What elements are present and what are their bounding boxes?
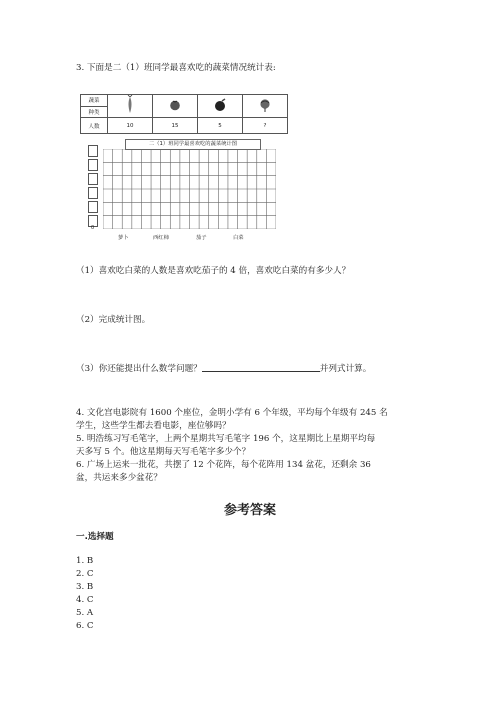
count-cabbage: ?: [243, 118, 288, 134]
x-label-cabbage: 白菜: [233, 235, 244, 241]
table-header-count: 人数: [81, 118, 108, 134]
answer-item: 5. A: [76, 608, 94, 618]
chart-grid: [103, 149, 276, 229]
radish-cell: [108, 95, 153, 118]
y-axis-tick-box[interactable]: [88, 173, 98, 185]
tomato-cell: [153, 95, 198, 118]
y-axis-origin-label: 0: [91, 225, 95, 231]
table-header-kind: 种类: [81, 106, 108, 118]
cabbage-cell: [243, 95, 288, 118]
answer-blank[interactable]: [202, 362, 320, 372]
vegetable-survey-table: [80, 94, 288, 134]
sub-question-2: （2）完成统计图。: [76, 315, 151, 325]
answer-item: 4. C: [76, 595, 94, 605]
question-5-line-1: 5. 明浩练习写毛笔字，上两个星期共写毛笔字 196 个，这星期比上星期平均每: [76, 434, 376, 444]
table-header-vegetable: 蔬菜: [81, 95, 108, 107]
question-4-line-2: 学生，这些学生都去看电影，座位够吗？: [76, 421, 231, 431]
x-label-radish: 萝卜: [118, 235, 129, 241]
cabbage-icon: [257, 98, 273, 113]
count-tomato: 15: [153, 118, 198, 134]
sub-question-3: [76, 362, 371, 376]
answer-item: 2. C: [76, 569, 94, 579]
eggplant-icon: [212, 98, 228, 112]
eggplant-cell: [198, 95, 243, 118]
answer-item: 3. B: [76, 582, 94, 592]
answers-title: 参考答案: [223, 503, 276, 518]
y-axis-tick-box[interactable]: [88, 201, 98, 213]
x-label-tomato: 西红柿: [153, 235, 169, 241]
count-radish: 10: [108, 118, 153, 134]
chart-title: 二（1）班同学最喜欢吃的蔬菜统计图: [125, 139, 261, 150]
q3-intro: 3. 下面是二（1）班同学最喜欢吃的蔬菜情况统计表:: [76, 63, 276, 73]
question-5-line-2: 天多写 5 个。他这星期每天写毛笔字多少个？: [76, 447, 251, 457]
question-4-line-1: 4. 文化宫电影院有 1600 个座位，金明小学有 6 个年级，平均每个年级有 245 名: [76, 408, 388, 418]
count-eggplant: 5: [198, 118, 243, 134]
section-title: 一.选择题: [76, 532, 114, 542]
radish-icon: [125, 95, 135, 115]
sub-question-3-text: （3）你还能提出什么数学问题？: [76, 364, 202, 374]
tomato-icon: [169, 99, 181, 111]
y-axis-tick-box[interactable]: [88, 159, 98, 171]
y-axis-tick-box[interactable]: [88, 187, 98, 199]
y-axis-tick-box[interactable]: [88, 145, 98, 157]
sub-question-3-tail: 并列式计算。: [319, 364, 372, 374]
answer-item: 1. B: [76, 556, 94, 566]
sub-question-1: （1）喜欢吃白菜的人数是喜欢吃茄子的 4 倍，喜欢吃白菜的有多少人？: [76, 266, 351, 276]
question-6-line-2: 盆，共运来多少盆花？: [76, 473, 162, 483]
answer-item: 6. C: [76, 621, 94, 631]
question-6-line-1: 6. 广场上运来一批花，共摆了 12 个花阵，每个花阵用 134 盆花，还剩余 36: [76, 460, 371, 470]
x-label-eggplant: 茄子: [196, 235, 207, 241]
